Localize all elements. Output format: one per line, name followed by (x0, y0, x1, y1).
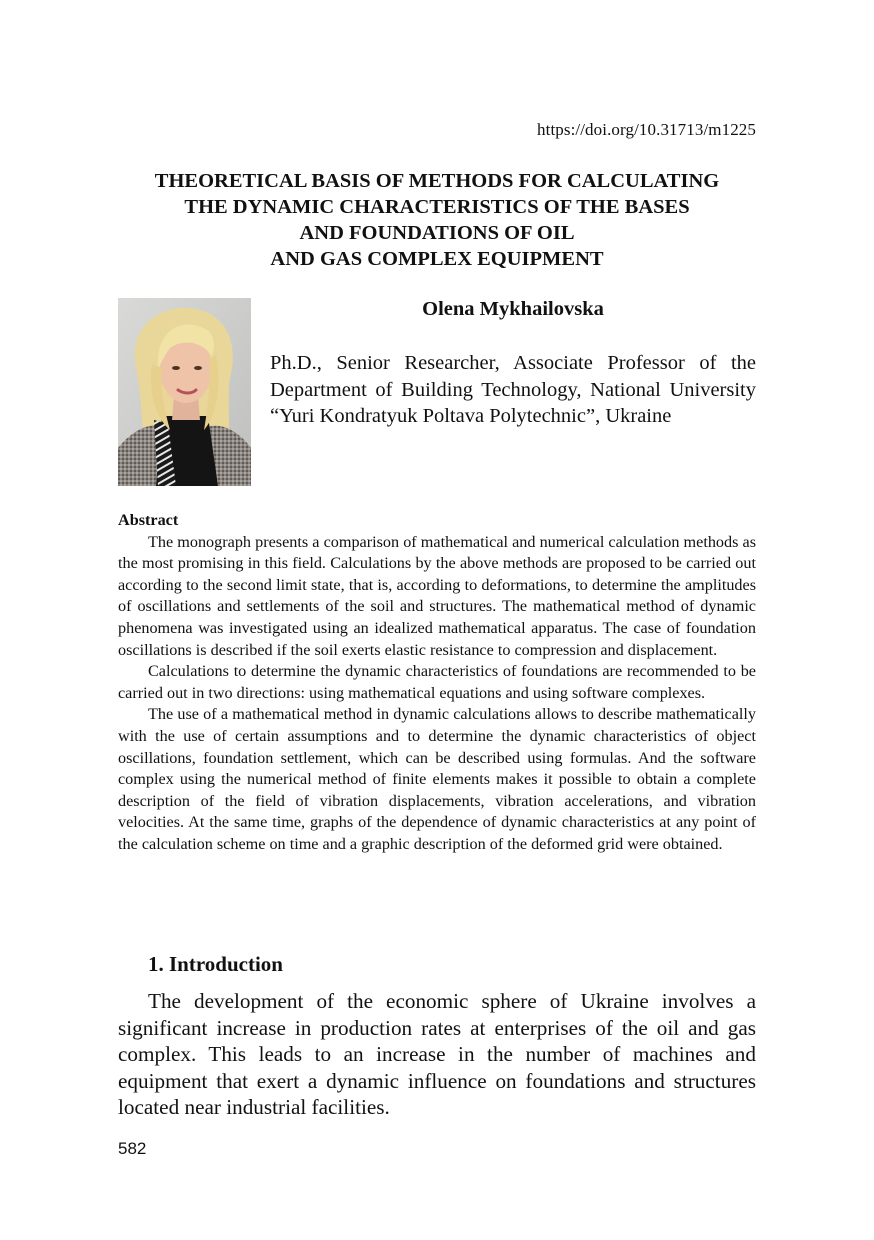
page-number: 582 (118, 1139, 147, 1158)
abstract-heading: Abstract (118, 511, 179, 529)
title-line: AND GAS COMPLEX EQUIPMENT (270, 248, 604, 270)
section-heading: 1. Introduction (148, 952, 283, 976)
title-line: THE DYNAMIC CHARACTERISTICS OF THE BASES (184, 196, 690, 218)
author-name: Olena Mykhailovska (422, 298, 604, 320)
abstract-paragraph: Calculations to determine the dynamic characteristics of foundations are recommended to be carried out in two directions: using mathematical equations and using software complexes. (118, 662, 756, 702)
abstract-paragraph: The monograph presents a comparison of mathematical and numerical calculation methods as the most promising in this field. Calculations by the above methods are proposed to be carried out according to the second limit state, that is, according to deformations, to determine the amplitudes of oscillations and settlements of the soil and structures. The mathematical method of dynamic phenomena was investigated using an idealized mathematical apparatus. The case of foundation oscillations is described if the soil exerts elastic resistance to compression and displacement. (118, 532, 756, 659)
title-line: THEORETICAL BASIS OF METHODS FOR CALCULATING (154, 170, 720, 192)
author-affiliation: Ph.D., Senior Researcher, Associate Professor of the Department of Building Technology, National University “Yuri Kondratyuk Poltava Polytechnic”, Ukraine (270, 352, 756, 427)
introduction-paragraph: The development of the economic sphere of Ukraine involves a significant increase in production rates at enterprises of the oil and gas complex. This leads to an increase in the number of machines and equipment that exert a dynamic influence on foundations and structures located near industrial facilities. (118, 989, 756, 1119)
author-photo (118, 298, 251, 486)
paper-title (118, 168, 756, 272)
doi-link[interactable]: https://doi.org/10.31713/m1225 (537, 120, 756, 139)
title-line: AND FOUNDATIONS OF OIL (299, 222, 575, 244)
abstract-paragraph: The use of a mathematical method in dynamic calculations allows to describe mathematically with the use of certain assumptions and to determine the dynamic characteristics of object oscillations, foundation settlement, which can be described using formulas. And the software complex using the numerical method of finite elements makes it possible to obtain a complete description of the field of vibration displacements, vibration accelerations, and vibration velocities. At the same time, graphs of the dependence of dynamic characteristics at any point of the calculation scheme on time and a graphic description of the deformed grid were obtained. (118, 705, 756, 853)
abstract (118, 510, 756, 856)
